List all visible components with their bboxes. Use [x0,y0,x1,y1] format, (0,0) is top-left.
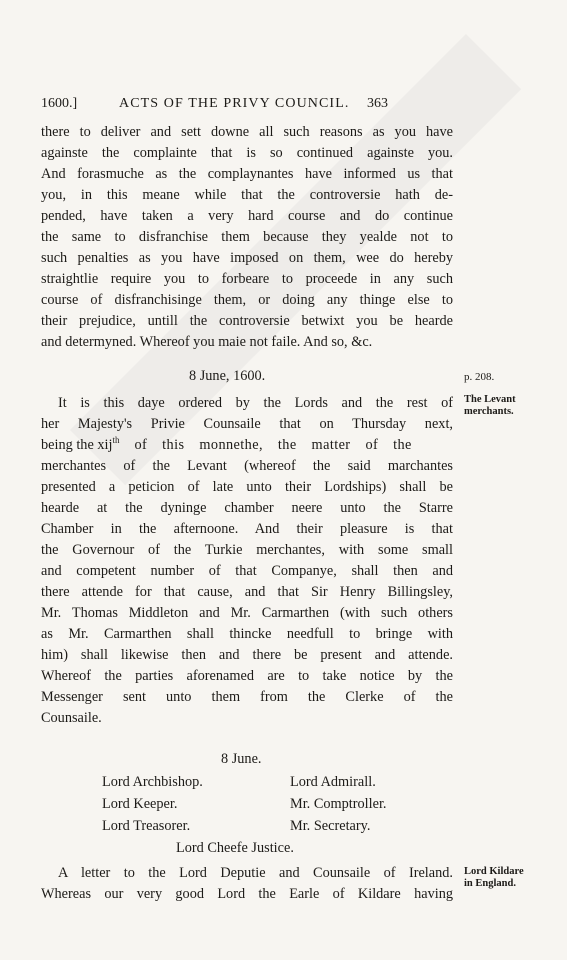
text-line: there to deliver and sett downe all such reasons as you have [41,124,453,140]
text-line: merchantes of the Levant (whereof the said marchantes [41,458,453,474]
text-line: Whereof the parties aforenamed are to take notice by the [41,668,453,684]
attendee: Lord Admirall. [290,774,376,790]
text-line: there attende for that cause, and that Sir Henry Billingsley, [41,584,453,600]
text-line: Chamber in the afternoone. And their pleasure is that [41,521,453,537]
text-line: her Majesty's Privie Counsaile that on Thursday next, [41,416,453,432]
attendee: Lord Cheefe Justice. [176,840,294,856]
text-line: the same to disfranchise them because they yealde not to [41,229,453,245]
text-line: And forasmuche as the complaynantes have informed us that [41,166,453,182]
text-line: againste the complainte that is so continued againste you. [41,145,453,161]
text-line: Whereas our very good Lord the Earle of Kildare having [41,886,453,902]
text-line: and determyned. Whereof you maie not faile. And so, &c. [41,334,373,350]
text-line: course of disfranchisinge them, or doing any thinge else to [41,292,453,308]
margin-note-line: merchants. [464,406,514,417]
text-line: their prejudice, untill the controversie betwixt you be hearde [41,313,453,329]
page-reference: p. 208. [464,371,495,383]
running-header-title: ACTS OF THE PRIVY COUNCIL. [119,96,350,111]
margin-note-line: Lord Kildare [464,866,524,877]
entry-date: 8 June. [221,751,262,767]
text-line: presented a peticion of late unto their Lordships) shall be [41,479,453,495]
running-header-year: 1600.] [41,96,78,111]
margin-note-line: in England. [464,878,516,889]
text-line: pended, have taken a very hard course and do continue [41,208,453,224]
text-line: hearde at the dyninge chamber neere unto the Starre [41,500,453,516]
text-line: you, in this meane while that the controversie hath de- [41,187,453,203]
attendee: Mr. Comptroller. [290,796,387,812]
margin-note-line: The Levant [464,394,516,405]
text-line: Mr. Thomas Middleton and Mr. Carmarthen (with such others [41,605,453,621]
attendee: Mr. Secretary. [290,818,371,834]
text-line: him) shall likewise then and there be present and attende. [41,647,453,663]
text-line: Counsaile. [41,710,102,726]
text-line: being the xij$^{th}$ of this monnethe, the matter of the [41,435,412,453]
text-line: the Governour of the Turkie merchantes, with some small [41,542,453,558]
attendee: Lord Treasorer. [102,818,191,834]
text-line: straightlie require you to forbeare to proceede in any such [41,271,453,287]
text-line: It is this daye ordered by the Lords and the rest of [58,395,453,411]
text-line: Messenger sent unto them from the Clerke of the [41,689,453,705]
text-line: as Mr. Carmarthen shall thincke needfull to bringe with [41,626,453,642]
attendee: Lord Keeper. [102,796,178,812]
entry-date: 8 June, 1600. [189,368,266,384]
text-line: such penalties as you have imposed on them, wee do hereby [41,250,453,266]
text-line: A letter to the Lord Deputie and Counsaile of Ireland. [58,865,453,881]
text-line: and competent number of that Companye, shall then and [41,563,453,579]
page-number: 363 [367,96,388,111]
attendee: Lord Archbishop. [102,774,203,790]
